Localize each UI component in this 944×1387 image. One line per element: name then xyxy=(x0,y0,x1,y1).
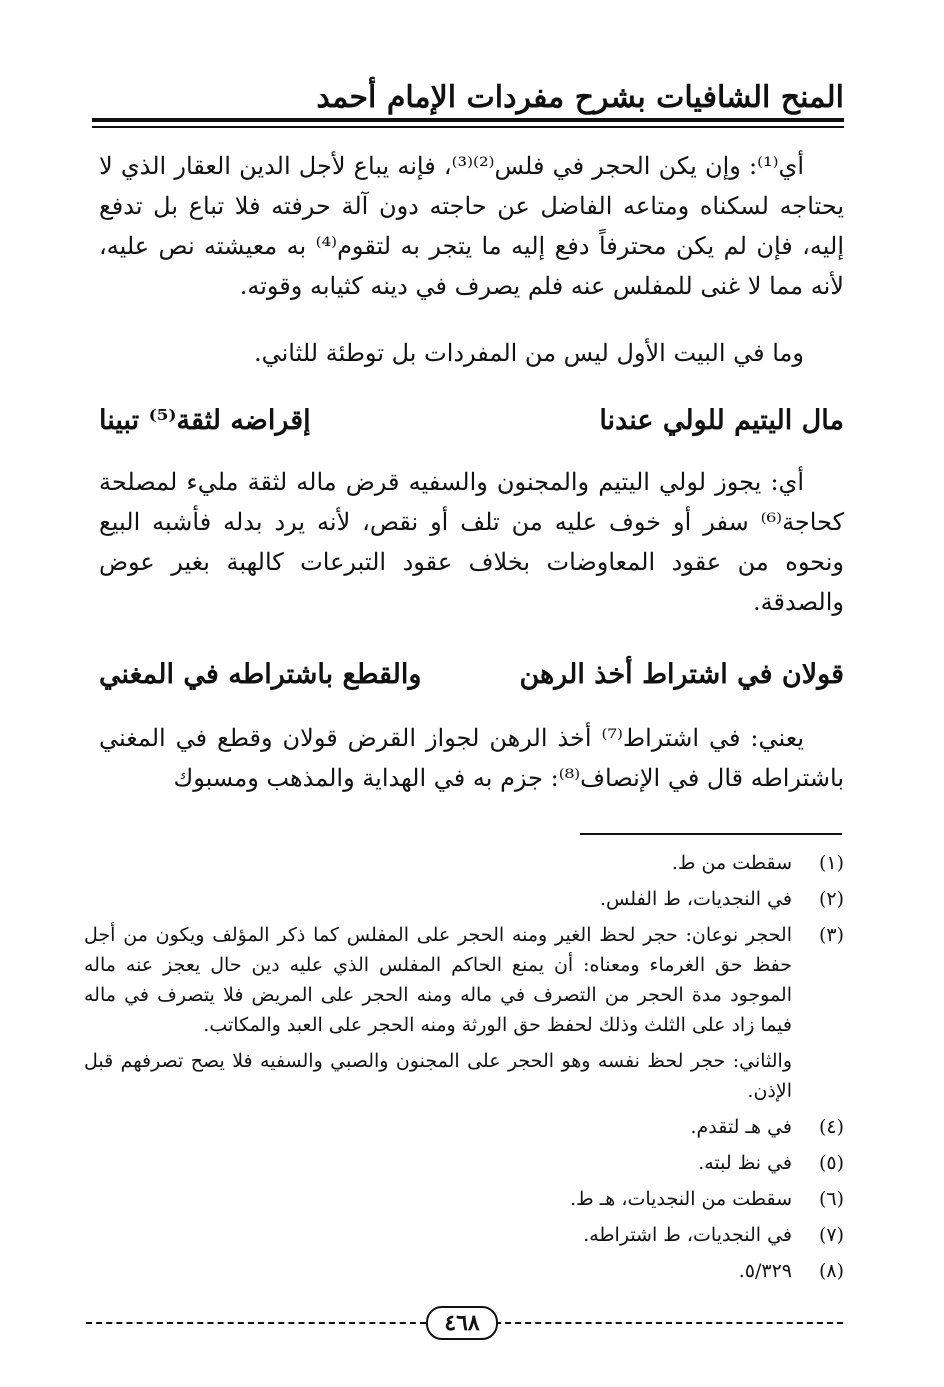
paragraph-text: يعني: في اشتراط⁽⁷⁾ أخذ الرهن لجواز القرض قولان وقطع في المغني باشتراطه قال في الإنصاف⁽⁸⁾: جزم به في الهداية والمذهب ومسبوك xyxy=(99,724,844,792)
footnote-text: في نظ لبته. xyxy=(698,1152,792,1174)
footnote-item xyxy=(84,1112,844,1142)
paragraph-2 xyxy=(99,333,844,373)
paragraph-text: وما في البيت الأول ليس من المفردات بل توطئة للثاني. xyxy=(253,339,804,367)
footer-dashed-rule-right xyxy=(495,1322,843,1324)
footnote-text: الحجر نوعان: حجر لحظ الغير ومنه الحجر على المفلس كما ذكر المؤلف ويكون من أجل حفظ حق الغرماء ومعناه: أن يمنع الحاكم المفلس الذي عليه دين حال يعجز عنه ماله الموجود مدة الحجر من التصرف في ماله ومنه الحجر على المريض فلا يتصرف في ماله فيما زاد على الثلث وذلك لحفظ حق الورثة ومنه الحجر على العبد والمكاتب. xyxy=(84,924,792,1036)
verse-1-second-hemistich: إقراضه لثقة⁽⁵⁾ تبينا xyxy=(99,404,311,436)
footnote-item xyxy=(84,1184,844,1214)
verse-2 xyxy=(99,652,844,696)
paragraph-text: أي: يجوز لولي اليتيم والمجنون والسفيه قرض ماله لثقة مليء لمصلحة كحاجة⁽⁶⁾ سفر أو خوف عليه من تلف أو نقص، لأنه يرد بدله فأشبه البيع ونحوه من عقود المعاوضات بخلاف عقود التبرعات كالهبة بغير عوض والصدقة. xyxy=(99,468,844,616)
footnote-text: ٥/٣٢٩. xyxy=(738,1260,792,1282)
footnote-number: (١) xyxy=(818,852,844,874)
footnote-text: في النجديات، ط اشتراطه. xyxy=(583,1224,792,1246)
footnote-separator xyxy=(580,833,842,835)
footnote-item xyxy=(84,1256,844,1286)
footnote-number: (٥) xyxy=(818,1152,844,1174)
footnote-number: (٣) xyxy=(818,924,844,946)
verse-1 xyxy=(99,398,844,442)
footnote-item xyxy=(84,848,844,878)
footnote-text: في النجديات، ط الفلس. xyxy=(600,888,792,910)
verse-2-second-hemistich: والقطع باشتراطه في المغني xyxy=(99,658,422,690)
footnote-number: (٦) xyxy=(818,1188,844,1210)
footnote-item xyxy=(84,920,844,1040)
verse-1-first-hemistich: مال اليتيم للولي عندنا xyxy=(599,404,844,436)
footnote-item xyxy=(84,1220,844,1250)
paragraph-3 xyxy=(99,462,844,622)
footnote-text: سقطت من ط. xyxy=(671,852,792,874)
footnote-text: في هـ لتقدم. xyxy=(690,1116,792,1138)
verse-2-first-hemistich: قولان في اشتراط أخذ الرهن xyxy=(519,658,844,690)
header-rule-thin xyxy=(92,126,844,128)
footnote-continuation: والثاني: حجر لحظ نفسه وهو الحجر على المجنون والصبي والسفيه فلا يصح تصرفهم قبل الإذن. xyxy=(84,1050,792,1102)
footer-dashed-rule-left xyxy=(86,1322,426,1324)
paragraph-1 xyxy=(99,146,844,306)
page-number: ٤٦٨ xyxy=(426,1306,498,1340)
footnote-item xyxy=(84,1148,844,1178)
footnote-number: (٧) xyxy=(818,1224,844,1246)
footnote-number: (٢) xyxy=(818,888,844,910)
footnote-text: سقطت من النجديات، هـ ط. xyxy=(570,1188,792,1210)
footnotes xyxy=(84,848,844,1292)
footnote-number: (٤) xyxy=(818,1116,844,1138)
header-rule-thick xyxy=(92,118,844,122)
footnote-number: (٨) xyxy=(818,1260,844,1282)
footnote-item xyxy=(84,884,844,914)
paragraph-4 xyxy=(99,718,844,798)
running-header-title: المنح الشافيات بشرح مفردات الإمام أحمد xyxy=(316,80,844,115)
paragraph-text: أي⁽¹⁾: وإن يكن الحجر في فلس⁽²⁾⁽³⁾، فإنه يباع لأجل الدين العقار الذي لا يحتاجه لسكناه ومتاعه الفاضل عن حاجته دون آلة حرفته فلا تباع بل تدفع إليه، فإن لم يكن محترفاً دفع إليه ما يتجر به لتقوم⁽⁴⁾ به معيشته نص عليه، لأنه مما لا غنى للمفلس عنه فلم يصرف في دينه كثيابه وقوته. xyxy=(99,152,845,300)
